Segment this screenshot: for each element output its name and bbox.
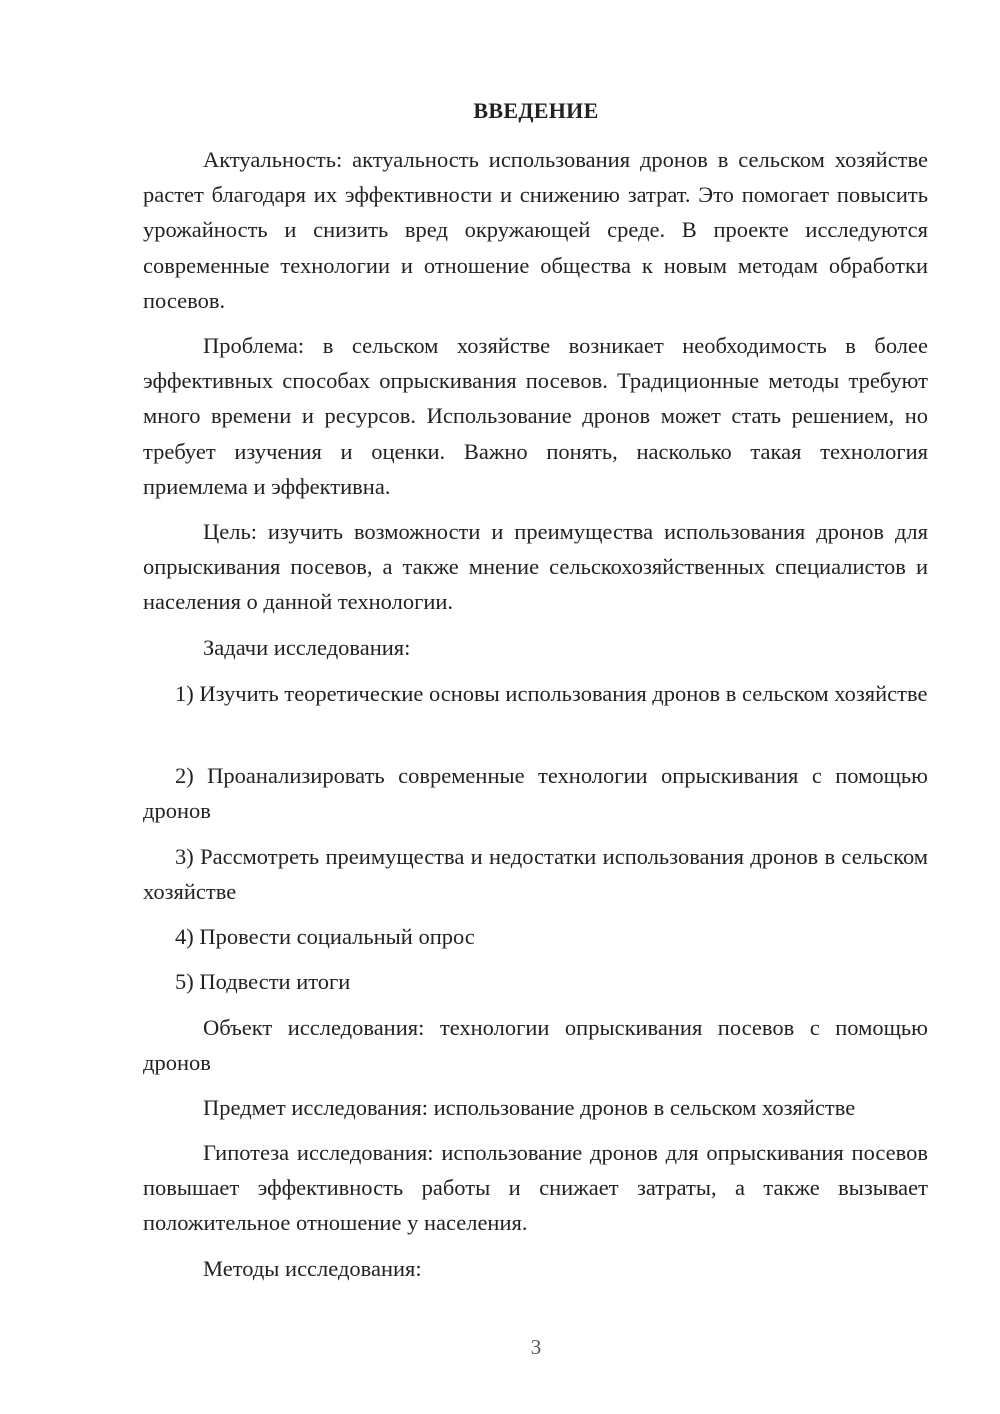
task-item-3: 3) Рассмотреть преимущества и недостатки использования дронов в сельском хозяйстве bbox=[143, 844, 928, 905]
section-heading: ВВЕДЕНИЕ bbox=[473, 98, 599, 123]
task-item-5: 5) Подвести итоги bbox=[175, 969, 351, 994]
page-number: 3 bbox=[530, 1335, 542, 1359]
tasks-heading: Задачи исследования: bbox=[203, 635, 411, 660]
methods-paragraph: Методы исследования: bbox=[203, 1256, 422, 1281]
task-item-1: 1) Изучить теоретические основы использования дронов в сельском хозяйстве bbox=[175, 681, 928, 706]
subject-paragraph: Предмет исследования: использование дронов в сельском хозяйстве bbox=[203, 1095, 856, 1120]
problem-paragraph: Проблема: в сельском хозяйстве возникает необходимость в более эффективных способах опрыскивания посевов. Традиционные методы требуют много времени и ресурсов. Использование дронов может стать решением, но требует изучения и оценки. Важно понять, насколько такая технология приемлема и эффективна. bbox=[143, 333, 928, 499]
hypothesis-paragraph: Гипотеза исследования: использование дронов для опрыскивания посевов повышает эффективность работы и снижает затраты, а также вызывает положительное отношение у населения. bbox=[143, 1140, 928, 1236]
relevance-paragraph: Актуальность: актуальность использования дронов в сельском хозяйстве растет благодаря их эффективности и снижению затрат. Это помогает повысить урожайность и снизить вред окружающей среде. В проекте исследуются современные технологии и отношение общества к новым методам обработки посевов. bbox=[143, 147, 928, 313]
task-item-2: 2) Проанализировать современные технологии опрыскивания с помощью дронов bbox=[143, 763, 928, 824]
goal-paragraph: Цель: изучить возможности и преимущества использования дронов для опрыскивания посевов, а также мнение сельскохозяйственных специалистов и населения о данной технологии. bbox=[143, 519, 928, 615]
object-paragraph: Объект исследования: технологии опрыскивания посевов с помощью дронов bbox=[143, 1015, 928, 1076]
task-item-4: 4) Провести социальный опрос bbox=[175, 924, 475, 949]
